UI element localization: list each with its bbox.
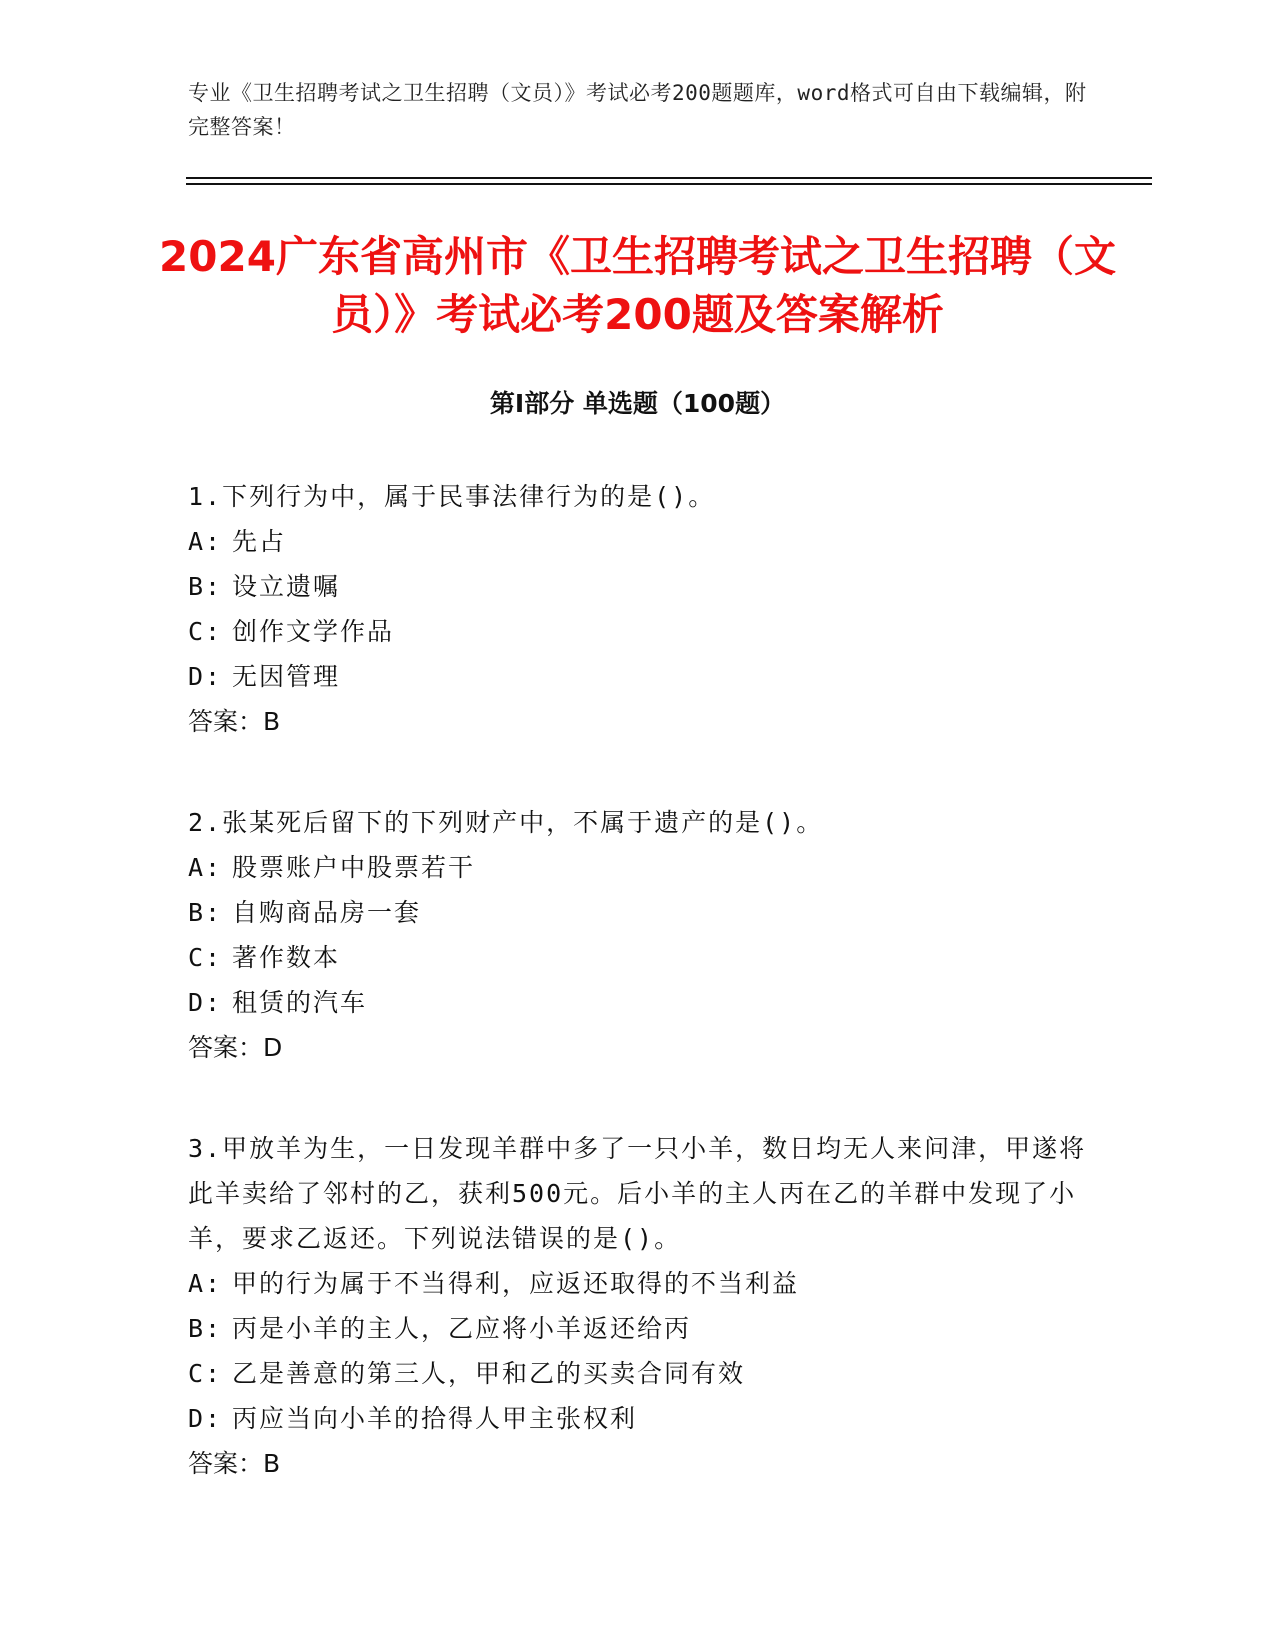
option-letter: D: [188, 662, 223, 691]
option-text: 丙应当向小羊的拾得人甲主张权利 [232, 1404, 638, 1433]
option-c [188, 1351, 1088, 1396]
option-d [188, 1396, 1088, 1441]
header-note: 专业《卫生招聘考试之卫生招聘（文员）》考试必考200题题库，word格式可自由下载编辑，附完整答案！ [188, 81, 1087, 139]
option-letter: C: [188, 1359, 223, 1388]
option-d [188, 654, 1088, 699]
option-c [188, 609, 1088, 654]
option-text: 丙是小羊的主人，乙应将小羊返还给丙 [232, 1314, 692, 1343]
option-letter: D: [188, 1404, 223, 1433]
option-b [188, 564, 1088, 609]
question-list [188, 474, 1088, 1542]
question-stem: 2.张某死后留下的下列财产中，不属于遗产的是()。 [188, 808, 824, 837]
answer-line: 答案：D [188, 1033, 283, 1062]
option-letter: B: [188, 1314, 223, 1343]
option-letter: D: [188, 988, 223, 1017]
option-c [188, 935, 1088, 980]
option-text: 著作数本 [232, 943, 341, 972]
question-2 [188, 800, 1088, 1070]
option-letter: A: [188, 1269, 223, 1298]
header-divider-top [186, 177, 1152, 179]
option-text: 租赁的汽车 [232, 988, 368, 1017]
option-letter: A: [188, 527, 223, 556]
option-a [188, 1261, 1088, 1306]
document-title: 2024广东省高州市《卫生招聘考试之卫生招聘（文员）》考试必考200题及答案解析 [159, 232, 1116, 339]
header-divider-bottom [186, 183, 1152, 185]
option-text: 创作文学作品 [232, 617, 395, 646]
option-letter: C: [188, 617, 223, 646]
option-text: 甲的行为属于不当得利，应返还取得的不当利益 [232, 1269, 800, 1298]
question-3 [188, 1126, 1088, 1486]
question-stem: 1.下列行为中，属于民事法律行为的是()。 [188, 482, 716, 511]
option-letter: B: [188, 898, 223, 927]
option-text: 设立遗嘱 [232, 572, 341, 601]
option-text: 先占 [232, 527, 287, 556]
option-b [188, 1306, 1088, 1351]
option-a [188, 845, 1088, 890]
answer-line: 答案：B [188, 1449, 281, 1478]
option-text: 乙是善意的第三人，甲和乙的买卖合同有效 [232, 1359, 746, 1388]
question-1 [188, 474, 1088, 744]
option-a [188, 519, 1088, 564]
option-text: 股票账户中股票若干 [232, 853, 476, 882]
option-letter: A: [188, 853, 223, 882]
option-letter: B: [188, 572, 223, 601]
option-b [188, 890, 1088, 935]
question-stem: 3.甲放羊为生，一日发现羊群中多了一只小羊，数日均无人来问津，甲遂将此羊卖给了邻村的乙，获利500元。后小羊的主人丙在乙的羊群中发现了小羊，要求乙返还。下列说法错误的是()。 [188, 1134, 1087, 1253]
option-d [188, 980, 1088, 1025]
section-title: 第I部分 单选题（100题） [489, 389, 786, 418]
option-text: 无因管理 [232, 662, 341, 691]
option-letter: C: [188, 943, 223, 972]
option-text: 自购商品房一套 [232, 898, 422, 927]
answer-line: 答案：B [188, 707, 281, 736]
